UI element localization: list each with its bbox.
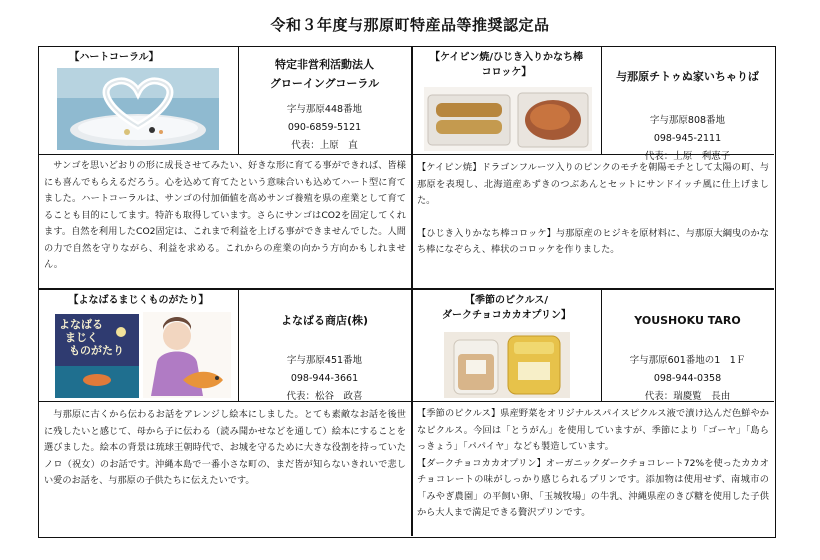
product-photo-cell bbox=[412, 47, 601, 154]
picture-book-cover bbox=[55, 314, 139, 398]
product-photo-cell bbox=[39, 47, 238, 154]
phone: 090-6859-5121 bbox=[287, 122, 362, 133]
product-label-line: 【季節のピクルス/ bbox=[464, 295, 549, 306]
description-paragraph: 【ひじき入りかなち棒コロッケ】与那原産のヒジキを原材料に、与那原大綱曳のかなち棒になぞらえ、棒状のコロッケを作りました。 bbox=[417, 227, 769, 255]
description-paragraph: 【ケイピン焼】ドラゴンフルーツ入りのピンクのモチを朝陽モチとして太陽の町、与那原を表現し、北海道産あずきのつぶあんとセットにサンドイッチ風に仕上げました。 bbox=[417, 162, 769, 206]
org-name: よなばる商店(株) bbox=[280, 314, 369, 327]
org-info bbox=[238, 311, 411, 406]
address: 字与那原451番地 bbox=[286, 355, 363, 366]
pickles-pudding-photo bbox=[444, 332, 570, 398]
product-label bbox=[412, 293, 601, 323]
product-label-line: 【ケイピン焼/ひじき入りかなち棒 bbox=[430, 52, 583, 63]
representative: 代表：上原 直 bbox=[291, 140, 358, 151]
org-name: YOUSHOKU TARO bbox=[634, 314, 741, 327]
address: 字与那原448番地 bbox=[286, 104, 363, 115]
product-label-line: コロッケ】 bbox=[481, 67, 532, 78]
product-label bbox=[412, 50, 601, 80]
product-description bbox=[412, 158, 774, 288]
address: 字与那原601番地の1 1Ｆ bbox=[629, 355, 746, 366]
representative: 代表：瑞慶覧 長由 bbox=[644, 391, 731, 402]
noro-illustration bbox=[143, 312, 231, 398]
address: 字与那原808番地 bbox=[649, 115, 726, 126]
page-title: 令和３年度与那原町特産品等推奨認定品 bbox=[270, 16, 550, 34]
product-label: 【よなばるまじくものがたり】 bbox=[68, 295, 209, 306]
phone: 098-944-0358 bbox=[653, 373, 722, 384]
keipin-croquette-photo bbox=[424, 87, 592, 151]
products-table bbox=[38, 46, 776, 538]
representative: 代表：上原 利恵子 bbox=[644, 151, 731, 162]
product-photo-cell bbox=[39, 290, 238, 401]
representative: 代表：松谷 政喜 bbox=[286, 391, 363, 402]
product-description bbox=[412, 404, 774, 536]
product-description: 与那原に古くから伝わるお話をアレンジし絵本にしました。とても素敵なお話を後世に残したいと感じて、母から子に伝わる（読み聞かせなどを通して）絵本にすることを選びました。絵本の背景は琉球王朝時代で、お城を守るために大きな役割を持っていたノロ（祝女）のお話です。沖縄本島で一番小さな町の、まだ皆が知らないきれいで悲しい愛のお話を、与那原の子供たちに伝えたいです。 bbox=[44, 409, 406, 486]
org-name: グローイングコーラル bbox=[269, 77, 380, 90]
org-name: 与那原チトゥぬ家いちゃりば bbox=[616, 70, 759, 83]
org-info bbox=[601, 67, 774, 166]
description-paragraph: 【ダークチョコカカオプリン】オーガニックダークチョコレート72%を使ったカカオチョコレートの味がしっかり感じられるプリンです。添加物は使用せず、南城市の「みやぎ農園」の平飼い卵、「玉城牧場」の牛乳、沖縄県産のきび糖を使用した子供から大人まで満足できる贅沢プリンです。 bbox=[417, 457, 769, 518]
org-info bbox=[238, 55, 411, 155]
product-label: 【ハートコーラル】 bbox=[69, 52, 159, 63]
phone: 098-944-3661 bbox=[290, 373, 359, 384]
product-label-line: ダークチョコカカオプリン】 bbox=[442, 310, 571, 321]
description-paragraph: 【季節のピクルス】県産野菜をオリジナルスパイスピクルス液で漬け込んだ色鮮やかなピクルス。今回は「とうがん」を使用していますが、季節により「ゴーヤ」「島らっきょう」「パパイヤ」なども製造しています。 bbox=[417, 408, 769, 452]
product-description: サンゴを思いどおりの形に成長させてみたい、好きな形に育てる事ができれば、皆様にも喜んでもらえるだろう。心を込めて育てたという意味合いも込めてハート型に育てました。ハートコーラルは、サンゴの付加価値を高めサンゴ養殖を県の産業として育てることも目的にしてます。特許も取得しています。さらにサンゴはCO2を固定してくれます。自然を利用したCO2固定は、これまで利益を上げる事ができませんでした。人間の力で自然を守りながら、利益を求める。これからの産業の向かう方向かもしれません。 bbox=[44, 160, 406, 270]
org-name: 特定非営利活動法人 bbox=[275, 58, 374, 71]
heart-coral-photo bbox=[57, 68, 219, 150]
product-photo-cell bbox=[412, 290, 601, 401]
book-cover-title: よなばる まじく ものがたり bbox=[59, 318, 124, 357]
phone: 098-945-2111 bbox=[653, 133, 722, 144]
org-info bbox=[601, 311, 774, 406]
